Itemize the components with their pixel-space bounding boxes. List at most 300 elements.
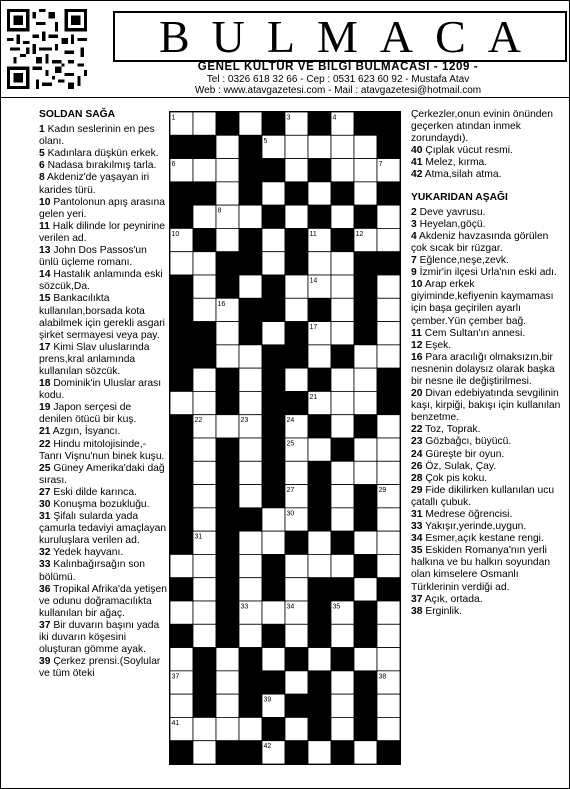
grid-cell[interactable]: [308, 345, 331, 368]
clue-text: Fide dikilirken kullanılan ucu çatallı çubuk.: [411, 484, 555, 508]
grid-cell-black: [285, 741, 308, 764]
cell-number: 10: [171, 230, 180, 238]
clue-text: Pantolonun apış arasına gelen yeri.: [39, 196, 165, 220]
cell-number: 1: [171, 114, 176, 122]
clue-item: [411, 145, 563, 157]
grid-cell[interactable]: [331, 461, 354, 484]
clue-number: 22: [411, 424, 423, 436]
grid-cell-black: [170, 485, 193, 508]
grid-cell[interactable]: [354, 159, 377, 182]
grid-cell-black: [216, 438, 239, 461]
grid-cell[interactable]: [262, 322, 285, 345]
grid-cell[interactable]: [354, 368, 377, 391]
clue-item: [39, 124, 167, 148]
clue-item: [39, 547, 167, 559]
grid-cell[interactable]: [216, 694, 239, 717]
grid-cell[interactable]: [193, 252, 216, 275]
cell-number: 8: [217, 207, 222, 215]
clue-item: [39, 293, 167, 341]
clue-number: 17: [39, 341, 51, 353]
grid-cell[interactable]: [239, 368, 262, 391]
cell-number: 18: [171, 347, 180, 355]
grid-cell-black: [354, 485, 377, 508]
clue-number: 18: [39, 378, 51, 390]
grid-cell-black: [193, 671, 216, 694]
cell-number: 2: [217, 114, 222, 122]
cell-number: 25: [286, 440, 295, 448]
grid-cell-black: [216, 485, 239, 508]
grid-cell[interactable]: [193, 485, 216, 508]
clue-number: 33: [411, 521, 423, 533]
grid-cell[interactable]: [216, 717, 239, 740]
grid-cell[interactable]: [193, 741, 216, 764]
clue-number: 12: [411, 339, 423, 351]
grid-cell[interactable]: [262, 228, 285, 251]
crossword-grid[interactable]: [169, 111, 401, 765]
grid-cell-black: [262, 624, 285, 647]
grid-cell[interactable]: [377, 624, 400, 647]
clue-text: Gözbağcı, büyücü.: [425, 436, 512, 448]
grid-cell[interactable]: [377, 415, 400, 438]
grid-cell[interactable]: [193, 508, 216, 531]
grid-cell[interactable]: [354, 345, 377, 368]
grid-cell[interactable]: [285, 205, 308, 228]
grid-cell-black: [239, 159, 262, 182]
grid-cell[interactable]: [331, 415, 354, 438]
grid-cell[interactable]: [308, 531, 331, 554]
grid-cell-black: [239, 228, 262, 251]
grid-cell[interactable]: [170, 554, 193, 577]
clue-item: [411, 255, 563, 267]
grid-cell-black: [170, 135, 193, 158]
grid-cell[interactable]: [377, 298, 400, 321]
grid-cell[interactable]: [193, 298, 216, 321]
clue-text: Cem Sultan'ın annesi.: [424, 327, 526, 339]
grid-cell-black: [354, 624, 377, 647]
clue-item: [411, 509, 563, 521]
page-title: BULMACA: [158, 11, 544, 62]
cell-number: 13: [217, 254, 226, 262]
grid-cell[interactable]: [193, 717, 216, 740]
grid-cell[interactable]: [331, 508, 354, 531]
clue-item: [411, 473, 563, 485]
grid-cell-black: [193, 345, 216, 368]
grid-cell[interactable]: [239, 717, 262, 740]
grid-cell-black: [262, 461, 285, 484]
grid-cell[interactable]: [193, 461, 216, 484]
crossword-grid-svg[interactable]: [170, 112, 400, 764]
grid-cell[interactable]: [285, 159, 308, 182]
grid-cell[interactable]: [262, 648, 285, 671]
clue-text: Nadasa bırakılmış tarla.: [47, 160, 157, 172]
grid-cell-black: [216, 601, 239, 624]
clue-item: [39, 439, 167, 463]
grid-cell[interactable]: [377, 275, 400, 298]
grid-cell[interactable]: [193, 159, 216, 182]
grid-cell[interactable]: [308, 135, 331, 158]
contact-line: Tel : 0326 618 32 66 - Cep : 0531 623 60 92 - Mustafa Atav: [206, 74, 470, 85]
grid-cell[interactable]: [377, 322, 400, 345]
clue-number: 37: [39, 619, 51, 631]
clue-text: Deve yavrusu.: [419, 206, 486, 218]
grid-cell[interactable]: [354, 461, 377, 484]
grid-cell[interactable]: [377, 717, 400, 740]
clue-number: 5: [39, 148, 45, 160]
grid-cell[interactable]: [262, 601, 285, 624]
clue-text: Japon serçesi de denilen ötücü bir kuş.: [39, 402, 137, 426]
clue-text: Öz, Sulak, Çay.: [425, 460, 497, 472]
clue-item: [39, 221, 167, 245]
grid-cell[interactable]: [239, 345, 262, 368]
grid-cell[interactable]: [331, 135, 354, 158]
clue-number: 11: [39, 220, 50, 232]
grid-cell[interactable]: [331, 624, 354, 647]
grid-cell-black: [308, 159, 331, 182]
grid-cell[interactable]: [193, 624, 216, 647]
grid-cell[interactable]: [331, 275, 354, 298]
grid-cell[interactable]: [354, 741, 377, 764]
cell-number: 12: [355, 230, 364, 238]
grid-cell-black: [239, 182, 262, 205]
grid-cell-black: [377, 112, 400, 135]
grid-cell[interactable]: [377, 554, 400, 577]
cell-number: 39: [263, 696, 272, 704]
grid-cell[interactable]: [331, 485, 354, 508]
grid-cell[interactable]: [262, 531, 285, 554]
clue-item: [39, 559, 167, 583]
grid-cell[interactable]: [377, 461, 400, 484]
clue-text: Güney Amerika'daki dağ sırası.: [39, 462, 165, 486]
grid-cell[interactable]: [239, 391, 262, 414]
grid-cell[interactable]: [354, 391, 377, 414]
clue-number: 34: [411, 533, 423, 545]
grid-cell[interactable]: [216, 228, 239, 251]
grid-cell[interactable]: [377, 601, 400, 624]
grid-cell[interactable]: [331, 205, 354, 228]
grid-cell[interactable]: [216, 135, 239, 158]
clue-number: 41: [411, 157, 423, 169]
grid-cell-black: [331, 345, 354, 368]
grid-cell[interactable]: [193, 601, 216, 624]
clue-item: [39, 426, 167, 438]
grid-cell-black: [377, 578, 400, 601]
grid-cell-black: [193, 648, 216, 671]
grid-cell[interactable]: [170, 391, 193, 414]
cell-number: 14: [309, 277, 318, 285]
grid-cell[interactable]: [193, 275, 216, 298]
clue-number: 16: [411, 351, 423, 363]
grid-cell-black: [216, 461, 239, 484]
grid-cell[interactable]: [193, 368, 216, 391]
grid-cell-black: [308, 461, 331, 484]
grid-cell[interactable]: [377, 205, 400, 228]
grid-cell[interactable]: [216, 345, 239, 368]
grid-cell-black: [170, 415, 193, 438]
grid-cell[interactable]: [308, 741, 331, 764]
grid-cell-black: [262, 391, 285, 414]
grid-cell[interactable]: [285, 135, 308, 158]
grid-cell-black: [262, 298, 285, 321]
clue-text: Yakışır,yerinde,uygun.: [425, 521, 527, 533]
web-line: Web : www.atavgazetesi.com - Mail : atavgazetesi@hotmail.com: [194, 85, 482, 96]
cell-number: 37: [171, 673, 180, 681]
grid-cell[interactable]: [170, 601, 193, 624]
grid-cell-black: [262, 578, 285, 601]
grid-cell[interactable]: [262, 508, 285, 531]
clue-text: Çok pis koku.: [425, 472, 488, 484]
grid-cell[interactable]: [354, 648, 377, 671]
cell-number: 16: [217, 300, 226, 308]
grid-cell[interactable]: [285, 461, 308, 484]
grid-cell-black: [239, 252, 262, 275]
grid-cell[interactable]: [377, 531, 400, 554]
clue-item: [411, 485, 563, 509]
cell-number: 21: [309, 393, 318, 401]
grid-cell[interactable]: [331, 322, 354, 345]
cell-number: 6: [171, 161, 176, 169]
clue-text: Şifalı sularda yada çamurla tedaviyi amaçlayan kuruluşlara verilen ad.: [39, 511, 167, 547]
cell-number: 30: [286, 510, 295, 518]
grid-cell[interactable]: [170, 252, 193, 275]
grid-cell-black: [354, 112, 377, 135]
grid-cell[interactable]: [216, 322, 239, 345]
grid-cell[interactable]: [239, 275, 262, 298]
grid-cell-black: [170, 322, 193, 345]
grid-cell[interactable]: [331, 717, 354, 740]
grid-cell[interactable]: [331, 252, 354, 275]
grid-cell[interactable]: [239, 578, 262, 601]
grid-cell-black: [308, 717, 331, 740]
grid-cell[interactable]: [193, 578, 216, 601]
clue-number: 38: [411, 605, 423, 617]
cell-number: 38: [378, 673, 387, 681]
grid-cell-black: [354, 508, 377, 531]
grid-cell-black: [308, 508, 331, 531]
grid-cell[interactable]: [239, 438, 262, 461]
clue-item: [39, 584, 167, 620]
clue-number: 10: [411, 279, 423, 291]
grid-cell-black: [285, 252, 308, 275]
grid-cell[interactable]: [308, 182, 331, 205]
grid-cell-black: [331, 648, 354, 671]
grid-cell[interactable]: [331, 554, 354, 577]
clue-item: [411, 521, 563, 533]
clue-number: 40: [411, 145, 423, 157]
grid-cell[interactable]: [285, 298, 308, 321]
grid-cell-black: [216, 578, 239, 601]
clue-number: 9: [411, 267, 417, 279]
clue-text: Arap erkek giyiminde,kefiyenin kaymaması için başa geçirilen ayarlı çember.Yün çember bağ.: [411, 279, 554, 327]
grid-cell-black: [308, 694, 331, 717]
clue-item: [411, 449, 563, 461]
grid-cell[interactable]: [170, 694, 193, 717]
grid-cell[interactable]: [193, 438, 216, 461]
grid-cell[interactable]: [377, 694, 400, 717]
grid-cell-black: [331, 182, 354, 205]
clue-text: Bir duvarın başını yada iki duvarın köşesini oluşturan gömme ayak.: [39, 619, 160, 656]
grid-cell-black: [377, 182, 400, 205]
clue-text: Heyelan,göçü.: [419, 218, 486, 230]
cell-number: 20: [378, 370, 387, 378]
grid-cell[interactable]: [239, 205, 262, 228]
grid-cell-black: [262, 275, 285, 298]
grid-cell[interactable]: [308, 648, 331, 671]
grid-cell[interactable]: [239, 624, 262, 647]
grid-cell[interactable]: [216, 671, 239, 694]
grid-cell[interactable]: [285, 717, 308, 740]
grid-cell-black: [308, 601, 331, 624]
clue-text: Çıplak vücut resmi.: [425, 145, 513, 157]
grid-cell[interactable]: [285, 368, 308, 391]
grid-cell-black: [262, 368, 285, 391]
clue-item: [411, 594, 563, 606]
clue-item: [411, 279, 563, 327]
down-clue-list: [411, 207, 563, 618]
grid-cell-black: [216, 554, 239, 577]
grid-cell[interactable]: [239, 531, 262, 554]
clue-item: [39, 172, 167, 196]
grid-cell[interactable]: [285, 554, 308, 577]
grid-cell-black: [262, 112, 285, 135]
clue-number: 15: [39, 293, 51, 305]
across-heading: SOLDAN SAĞA: [39, 109, 116, 120]
clue-item: [411, 109, 563, 145]
grid-cell-black: [262, 717, 285, 740]
grid-cell[interactable]: [239, 554, 262, 577]
clue-item: [411, 340, 563, 352]
grid-cell[interactable]: [308, 438, 331, 461]
cell-number: 28: [309, 487, 318, 495]
grid-cell-black: [285, 694, 308, 717]
grid-cell[interactable]: [170, 648, 193, 671]
clue-number: 30: [39, 499, 51, 510]
clue-number: 21: [39, 426, 51, 438]
grid-cell[interactable]: [239, 112, 262, 135]
clue-text: Esmer,açık kestane rengi.: [425, 533, 544, 545]
grid-cell[interactable]: [285, 624, 308, 647]
grid-cell[interactable]: [354, 578, 377, 601]
grid-cell-black: [170, 531, 193, 554]
cell-number: 11: [309, 230, 317, 238]
clue-number: 7: [411, 255, 417, 267]
clue-item: [39, 245, 167, 269]
grid-cell-black: [331, 741, 354, 764]
clue-text: Medrese öğrencisi.: [425, 509, 513, 520]
clue-item: [411, 267, 563, 279]
cell-number: 23: [240, 417, 249, 425]
grid-cell-black: [377, 252, 400, 275]
grid-cell[interactable]: [216, 648, 239, 671]
grid-cell[interactable]: [262, 182, 285, 205]
grid-cell[interactable]: [308, 554, 331, 577]
grid-cell-black: [239, 648, 262, 671]
clue-item: [411, 606, 563, 618]
clue-text: Çerkezler,onun evinin önünden geçerken atından inmek zorundaydı).: [411, 109, 553, 145]
grid-cell-black: [354, 415, 377, 438]
grid-cell[interactable]: [239, 485, 262, 508]
down-heading: YUKARIDAN AŞAĞI: [411, 191, 508, 203]
grid-cell-black: [331, 228, 354, 251]
clue-text: Hastalık anlamında eski sözcük,Da.: [39, 269, 163, 293]
grid-cell[interactable]: [331, 298, 354, 321]
grid-cell-black: [170, 741, 193, 764]
grid-cell[interactable]: [216, 159, 239, 182]
clue-number: 24: [411, 448, 423, 460]
grid-cell[interactable]: [331, 694, 354, 717]
clue-number: 10: [39, 196, 51, 208]
grid-cell[interactable]: [193, 391, 216, 414]
grid-cell-black: [239, 741, 262, 764]
cell-number: 17: [309, 324, 318, 332]
clue-number: 33: [39, 559, 51, 571]
clue-item: [411, 461, 563, 473]
grid-cell[interactable]: [377, 228, 400, 251]
clue-item: [39, 160, 167, 172]
clue-number: 23: [411, 436, 423, 448]
grid-cell-black: [377, 741, 400, 764]
grid-cell[interactable]: [285, 578, 308, 601]
grid-cell-black: [377, 135, 400, 158]
grid-cell[interactable]: [331, 671, 354, 694]
clue-text: Eskiden Romanya'nın yerli halkına ve bu halkın soyundan olan kimselere Osmanlı Türklerinin verdiği ad.: [411, 545, 551, 593]
grid-cell[interactable]: [354, 438, 377, 461]
grid-cell-black: [308, 415, 331, 438]
grid-cell-black: [354, 601, 377, 624]
grid-cell[interactable]: [354, 135, 377, 158]
grid-cell[interactable]: [331, 391, 354, 414]
grid-cell[interactable]: [285, 275, 308, 298]
grid-cell-black: [216, 275, 239, 298]
clue-number: 26: [411, 460, 423, 472]
qr-code-icon: [7, 9, 87, 89]
grid-cell[interactable]: [285, 671, 308, 694]
grid-cell[interactable]: [216, 415, 239, 438]
grid-cell[interactable]: [377, 648, 400, 671]
clue-text: Akdeniz havzasında görülen çok sıcak bir rüzgar.: [411, 230, 549, 254]
grid-cell[interactable]: [354, 182, 377, 205]
grid-cell-black: [285, 391, 308, 414]
cell-number: 7: [378, 161, 383, 169]
cell-number: 9: [263, 207, 268, 215]
grid-cell-black: [354, 554, 377, 577]
grid-cell-black: [262, 345, 285, 368]
clue-text: Eğlence,neşe,zevk.: [419, 255, 509, 267]
grid-cell[interactable]: [354, 531, 377, 554]
grid-cell[interactable]: [308, 252, 331, 275]
cell-number: 36: [171, 626, 180, 634]
down-clues-column: [411, 109, 563, 618]
grid-cell[interactable]: [193, 112, 216, 135]
grid-cell[interactable]: [377, 508, 400, 531]
grid-cell[interactable]: [262, 252, 285, 275]
clue-text: Çerkez prensi.(Soylular ve tüm öteki: [39, 656, 161, 680]
grid-cell[interactable]: [193, 554, 216, 577]
clue-item: [39, 269, 167, 293]
grid-cell[interactable]: [331, 368, 354, 391]
grid-cell[interactable]: [239, 461, 262, 484]
grid-cell[interactable]: [193, 205, 216, 228]
grid-cell-black: [239, 671, 262, 694]
grid-cell-black: [170, 205, 193, 228]
grid-cell[interactable]: [377, 438, 400, 461]
across-clues-column: [39, 109, 167, 680]
grid-cell[interactable]: [377, 345, 400, 368]
grid-cell[interactable]: [331, 159, 354, 182]
clue-text: Eşek.: [425, 339, 452, 351]
clue-number: 4: [411, 230, 417, 242]
grid-cell[interactable]: [216, 182, 239, 205]
clue-text: Dominik'in Uluslar arası kodu.: [39, 378, 162, 402]
